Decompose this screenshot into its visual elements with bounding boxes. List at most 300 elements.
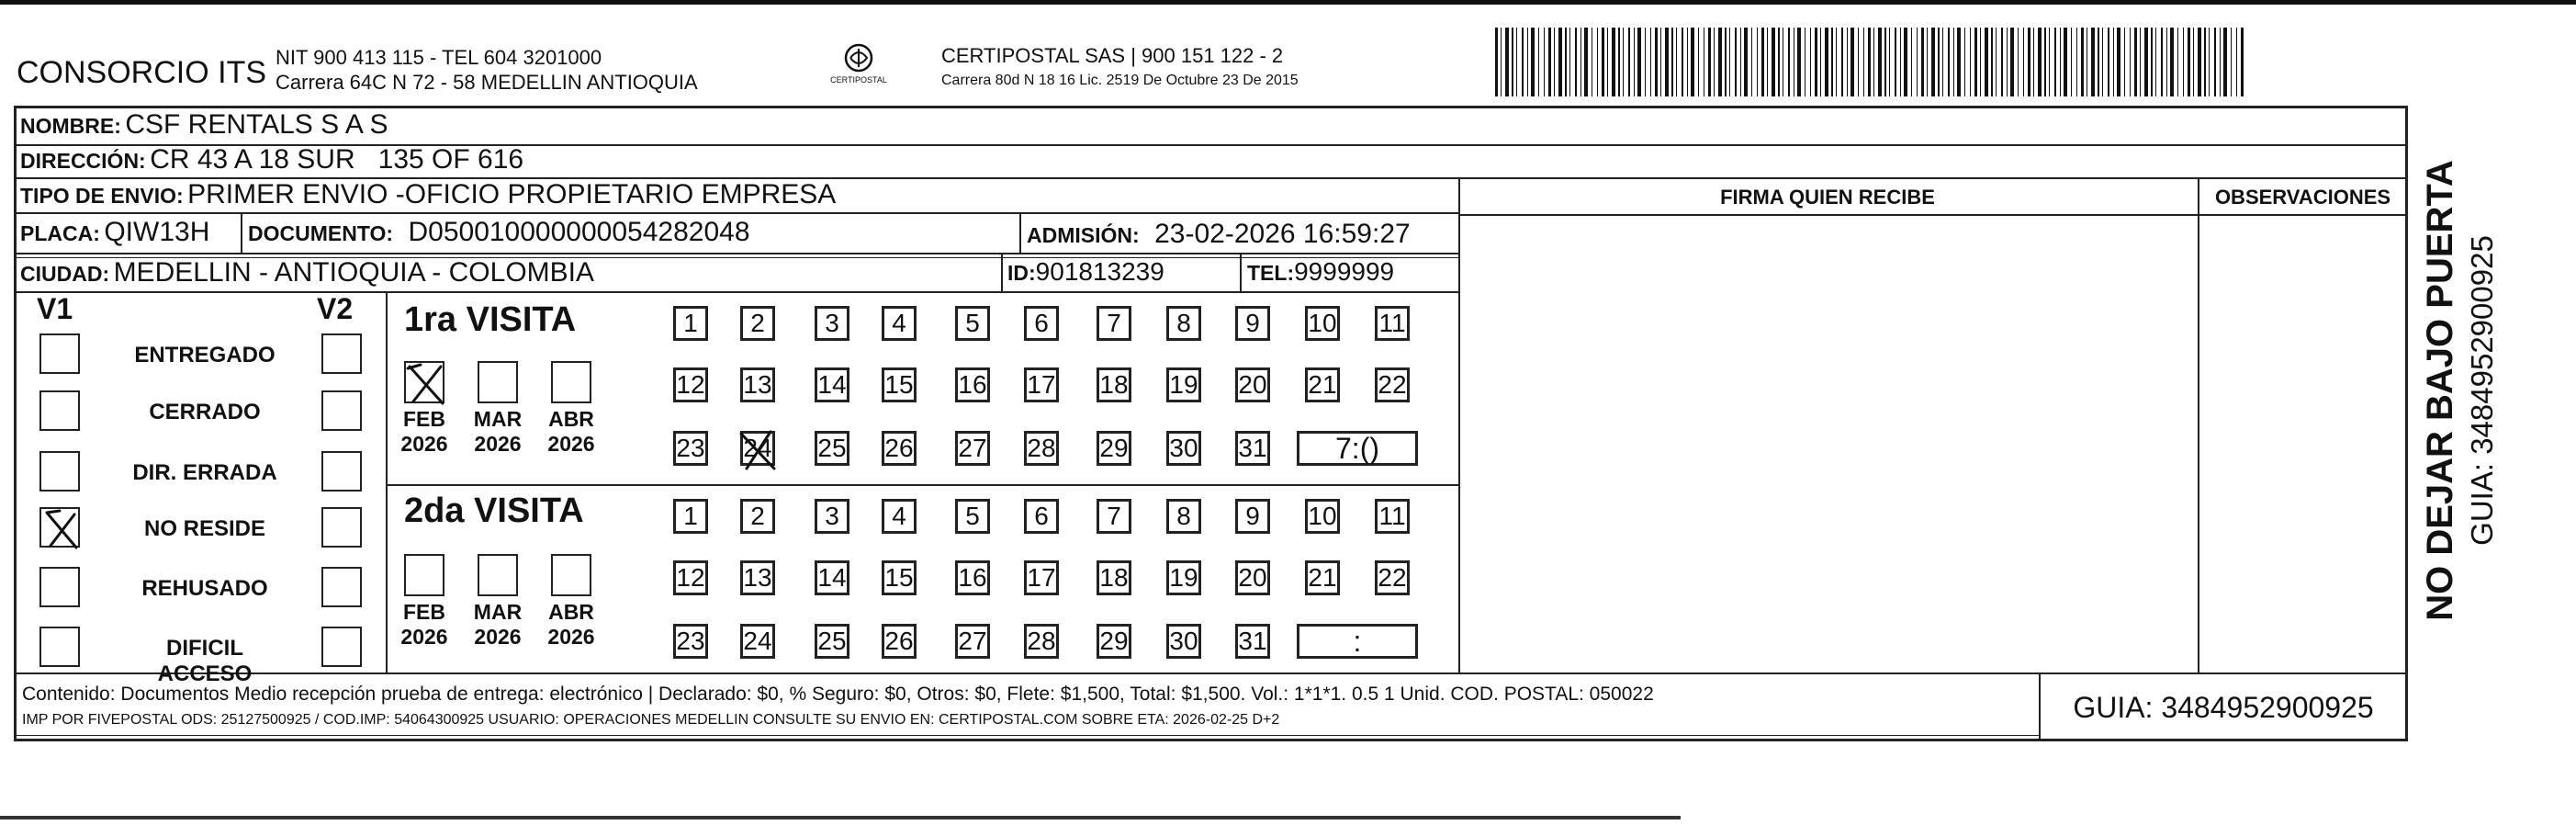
nombre-field bbox=[20, 109, 388, 141]
day-box[interactable]: 24 bbox=[740, 624, 775, 659]
day-box[interactable]: 1 bbox=[673, 306, 708, 341]
barcode-bar bbox=[2166, 28, 2167, 96]
tel-value: 9999999 bbox=[1294, 257, 1395, 286]
barcode-bar bbox=[1687, 28, 1688, 96]
admision-value: 23-02-2026 16:59:27 bbox=[1154, 219, 1411, 249]
status-v1-checkbox[interactable] bbox=[39, 390, 80, 431]
col-line-firma bbox=[1458, 177, 1460, 672]
barcode-bar bbox=[2038, 28, 2042, 96]
barcode-bar bbox=[1569, 28, 1570, 96]
day-box[interactable]: 25 bbox=[815, 624, 849, 659]
direccion-value: CR 43 A 18 SUR 135 OF 616 bbox=[150, 144, 524, 175]
barcode-bar bbox=[1714, 28, 1715, 96]
barcode-bar bbox=[1788, 28, 1790, 96]
barcode-bar bbox=[1575, 28, 1577, 96]
barcode-bar bbox=[1927, 28, 1928, 96]
barcode-bar bbox=[1868, 28, 1871, 96]
barcode-bar bbox=[1948, 28, 1950, 96]
barcode-bar bbox=[2102, 28, 2103, 96]
barcode-bar bbox=[1495, 28, 1498, 96]
day-box[interactable]: 20 bbox=[1235, 560, 1270, 595]
day-box[interactable]: 10 bbox=[1305, 499, 1340, 534]
month-label bbox=[470, 600, 525, 650]
day-box[interactable]: 8 bbox=[1166, 499, 1201, 534]
status-v1-checkbox[interactable] bbox=[39, 507, 80, 548]
barcode-bar bbox=[2064, 28, 2067, 96]
day-box[interactable]: 18 bbox=[1097, 560, 1131, 595]
placa-value: QIW13H bbox=[104, 217, 210, 247]
barcode-bar bbox=[1623, 28, 1624, 96]
barcode-bar bbox=[1729, 28, 1730, 96]
operator-license-line: Carrera 80d N 18 16 Lic. 2519 De Octubre 23 De 2015 bbox=[941, 73, 1299, 88]
day-box[interactable]: 16 bbox=[955, 367, 990, 402]
documento-value: D050010000000054282048 bbox=[408, 217, 750, 247]
barcode-bar bbox=[1691, 28, 1694, 96]
barcode-bar bbox=[1921, 28, 1924, 96]
day-box[interactable]: 30 bbox=[1166, 431, 1201, 466]
status-v2-checkbox[interactable] bbox=[321, 507, 362, 548]
day-box[interactable]: 17 bbox=[1024, 367, 1059, 402]
status-v2-checkbox[interactable] bbox=[321, 451, 362, 492]
barcode-bar bbox=[1942, 28, 1943, 96]
status-label: ENTREGADO bbox=[134, 343, 276, 367]
barcode-bar bbox=[1718, 28, 1722, 96]
barcode-bar bbox=[1751, 28, 1752, 96]
barcode-bar bbox=[1744, 28, 1748, 96]
row-line bbox=[14, 291, 1458, 293]
barcode-bar bbox=[2044, 28, 2046, 96]
barcode-bar bbox=[1810, 28, 1811, 96]
barcode-bar bbox=[1607, 28, 1608, 96]
barcode-bar bbox=[1676, 28, 1677, 96]
barcode-bar bbox=[1980, 28, 1981, 96]
barcode-bar bbox=[1964, 28, 1965, 96]
barcode-bar bbox=[2161, 28, 2163, 96]
barcode-bar bbox=[1863, 28, 1864, 96]
month-year: 2026 bbox=[547, 625, 595, 649]
barcode-bar bbox=[2060, 28, 2061, 96]
barcode-bar bbox=[1847, 28, 1848, 96]
day-box[interactable]: 6 bbox=[1024, 306, 1059, 341]
month-checkbox[interactable] bbox=[478, 361, 518, 403]
barcode-bar bbox=[1522, 28, 1524, 96]
barcode-bar bbox=[1895, 28, 1896, 96]
day-box[interactable]: 18 bbox=[1097, 367, 1131, 402]
day-box[interactable]: 31 bbox=[1235, 431, 1270, 466]
barcode-bar bbox=[1516, 28, 1517, 96]
day-box[interactable]: 25 bbox=[815, 431, 849, 466]
day-box[interactable]: 14 bbox=[815, 367, 849, 402]
top-edge-line bbox=[0, 0, 2576, 5]
day-box[interactable]: 21 bbox=[1305, 560, 1340, 595]
day-box[interactable]: 19 bbox=[1166, 367, 1201, 402]
barcode-bar bbox=[2183, 28, 2184, 96]
barcode-bar bbox=[2001, 28, 2003, 96]
month-label bbox=[544, 600, 599, 650]
status-v1-checkbox[interactable] bbox=[39, 451, 80, 492]
row-line bbox=[14, 212, 1458, 214]
status-label: CERRADO bbox=[149, 400, 261, 424]
tipo-envio-field bbox=[20, 179, 836, 210]
barcode-bar bbox=[1884, 28, 1886, 96]
barcode-bar bbox=[1957, 28, 1961, 96]
day-box[interactable]: 3 bbox=[815, 306, 849, 341]
day-box[interactable]: 12 bbox=[673, 560, 708, 595]
day-box[interactable]: 23 bbox=[673, 431, 708, 466]
barcode-bar bbox=[2007, 28, 2008, 96]
barcode-bar bbox=[2076, 28, 2077, 96]
id-label: ID: bbox=[1007, 261, 1036, 285]
barcode-bar bbox=[1931, 28, 1935, 96]
firma-header: FIRMA QUIEN RECIBE bbox=[1720, 186, 1935, 209]
handwritten-x-mark bbox=[41, 509, 82, 549]
tel-field bbox=[1247, 257, 1394, 287]
barcode-bar bbox=[1698, 28, 1699, 96]
barcode-bar bbox=[1797, 28, 1801, 96]
barcode-bar bbox=[2220, 28, 2221, 96]
footer-guia: GUIA: 3484952900925 bbox=[2073, 691, 2374, 724]
barcode-bar bbox=[1580, 28, 1581, 96]
contenido-line: Contenido: Documentos Medio recepción prueba de entrega: electrónico | Declarado: $0, % Seguro: $0, Otros: $0, Flete: $1,500, Total: $1,500. Vol.: 1*1*1. 0.5 1 Unid. COD. POSTAL: 050022 bbox=[22, 684, 1654, 705]
day-box[interactable]: 17 bbox=[1024, 560, 1059, 595]
imp-line: IMP POR FIVEPOSTAL ODS: 25127500925 / COD.IMP: 54064300925 USUARIO: OPERACIONES MEDELLIN CONSULTE SU ENVIO EN: CERTIPOSTAL.COM SOBRE ETA: 2026-02-25 D+2 bbox=[22, 712, 1280, 728]
barcode-bar bbox=[1637, 28, 1641, 96]
barcode-bar bbox=[1740, 28, 1741, 96]
barcode-bar bbox=[1544, 28, 1545, 96]
day-box[interactable]: 11 bbox=[1375, 499, 1410, 534]
day-box[interactable]: 6 bbox=[1024, 499, 1059, 534]
barcode-bar bbox=[1831, 28, 1833, 96]
time-box[interactable]: 7:() bbox=[1297, 431, 1418, 466]
barcode-bar bbox=[2177, 28, 2178, 96]
barcode-bar bbox=[1836, 28, 1837, 96]
day-box[interactable]: 3 bbox=[815, 499, 849, 534]
day-box[interactable]: 30 bbox=[1166, 624, 1201, 659]
barcode-bar bbox=[1841, 28, 1843, 96]
day-box[interactable]: 5 bbox=[955, 499, 990, 534]
month-year: 2026 bbox=[474, 625, 522, 649]
month-checkbox[interactable] bbox=[551, 361, 591, 403]
barcode-bar bbox=[2033, 28, 2034, 96]
barcode-bar bbox=[1985, 28, 1988, 96]
ciudad-value: MEDELLIN - ANTIOQUIA - COLOMBIA bbox=[113, 257, 594, 288]
day-box[interactable]: 15 bbox=[882, 367, 917, 402]
barcode-bar bbox=[2193, 28, 2194, 96]
day-box[interactable]: 27 bbox=[955, 431, 990, 466]
barcode-bar bbox=[2204, 28, 2206, 96]
day-box[interactable]: 29 bbox=[1097, 431, 1131, 466]
day-box[interactable]: 28 bbox=[1024, 624, 1059, 659]
barcode-bar bbox=[2113, 28, 2114, 96]
barcode-bar bbox=[1602, 28, 1604, 96]
barcode-bar bbox=[2214, 28, 2216, 96]
barcode-bar bbox=[1974, 28, 1977, 96]
barcode-bar bbox=[1953, 28, 1954, 96]
col-line-admision bbox=[1019, 212, 1021, 253]
month-name: ABR bbox=[548, 600, 594, 624]
barcode-bar bbox=[2108, 28, 2109, 96]
operator-line: CERTIPOSTAL SAS | 900 151 122 - 2 bbox=[941, 44, 1284, 67]
barcode-bar bbox=[1815, 28, 1817, 96]
day-box[interactable]: 7 bbox=[1097, 306, 1131, 341]
month-year: 2026 bbox=[547, 432, 595, 456]
day-box[interactable]: 2 bbox=[740, 306, 775, 341]
barcode-bar bbox=[1889, 28, 1890, 96]
status-v1-checkbox[interactable] bbox=[39, 567, 80, 607]
bottom-edge-line bbox=[0, 816, 1681, 819]
month-checkbox[interactable] bbox=[404, 361, 444, 403]
month-label bbox=[470, 407, 525, 457]
month-year: 2026 bbox=[400, 625, 448, 649]
barcode-bar bbox=[1970, 28, 1971, 96]
nombre-label: NOMBRE: bbox=[20, 114, 121, 138]
barcode-bar bbox=[1938, 28, 1940, 96]
day-box[interactable]: 1 bbox=[673, 499, 708, 534]
visit1-title: 1ra VISITA bbox=[404, 300, 577, 339]
placa-label: PLACA: bbox=[20, 221, 100, 245]
id-field bbox=[1007, 257, 1164, 287]
day-box[interactable]: 2 bbox=[740, 499, 775, 534]
barcode-bar bbox=[2028, 28, 2030, 96]
tel-label: TEL: bbox=[1247, 261, 1295, 285]
barcode-bar bbox=[1501, 28, 1502, 96]
barcode-bar bbox=[1682, 28, 1683, 96]
barcode-bar bbox=[1584, 28, 1588, 96]
barcode-bar bbox=[1527, 28, 1528, 96]
barcode-bar bbox=[1634, 28, 1635, 96]
barcode-bar bbox=[1671, 28, 1673, 96]
barcode-bar bbox=[1917, 28, 1918, 96]
barcode-bar bbox=[1531, 28, 1535, 96]
v2-header: V2 bbox=[317, 292, 354, 325]
barcode-bar bbox=[2054, 28, 2056, 96]
barcode-bar bbox=[1558, 28, 1562, 96]
day-box[interactable]: 28 bbox=[1024, 431, 1059, 466]
month-label bbox=[397, 600, 452, 650]
status-label: NO RESIDE bbox=[143, 516, 266, 541]
footer-line bbox=[14, 672, 2408, 674]
barcode-bar bbox=[2049, 28, 2050, 96]
barcode-bar bbox=[1505, 28, 1509, 96]
status-v2-checkbox[interactable] bbox=[321, 333, 362, 374]
status-label: REHUSADO bbox=[141, 576, 268, 601]
handwritten-x-mark bbox=[736, 428, 780, 472]
barcode-bar bbox=[2223, 28, 2227, 96]
day-box[interactable]: 31 bbox=[1235, 624, 1270, 659]
barcode-bar bbox=[2010, 28, 2014, 96]
logo-text: CERTIPOSTAL bbox=[830, 75, 887, 85]
month-name: MAR bbox=[473, 600, 523, 624]
day-box[interactable]: 4 bbox=[882, 499, 917, 534]
day-box[interactable]: 22 bbox=[1375, 367, 1410, 402]
placa-field bbox=[20, 217, 209, 248]
month-label bbox=[397, 407, 452, 457]
month-checkbox[interactable] bbox=[404, 554, 444, 596]
barcode-bar bbox=[1772, 28, 1775, 96]
day-box[interactable]: 12 bbox=[673, 367, 708, 402]
month-name: FEB bbox=[403, 407, 445, 431]
barcode-bar bbox=[2241, 28, 2244, 96]
status-v1-checkbox[interactable] bbox=[39, 627, 80, 667]
direccion-field bbox=[20, 144, 523, 175]
barcode-bar bbox=[1628, 28, 1630, 96]
barcode-bar bbox=[1565, 28, 1567, 96]
company-name: CONSORCIO ITS bbox=[17, 55, 267, 90]
month-checkbox[interactable] bbox=[478, 554, 518, 596]
month-name: FEB bbox=[403, 600, 445, 624]
admision-field bbox=[1027, 219, 1411, 250]
barcode-bar bbox=[1725, 28, 1727, 96]
barcode-bar bbox=[2091, 28, 2095, 96]
barcode-bar bbox=[1538, 28, 1539, 96]
barcode-bar bbox=[1991, 28, 1993, 96]
company-address-line: Carrera 64C N 72 - 58 MEDELLIN ANTIOQUIA bbox=[276, 71, 698, 94]
barcode-bar bbox=[2130, 28, 2131, 96]
barcode-bar bbox=[1612, 28, 1615, 96]
day-box[interactable]: 20 bbox=[1235, 367, 1270, 402]
barcode-bar bbox=[1873, 28, 1874, 96]
day-box[interactable]: 14 bbox=[815, 560, 849, 595]
barcode-bar bbox=[1650, 28, 1651, 96]
barcode-bar bbox=[2124, 28, 2125, 96]
month-year: 2026 bbox=[474, 432, 522, 456]
footer-sub-line bbox=[14, 735, 2039, 736]
barcode-bar bbox=[1996, 28, 1997, 96]
barcode-bar bbox=[2098, 28, 2099, 96]
status-v2-checkbox[interactable] bbox=[321, 390, 362, 431]
direccion-label: DIRECCIÓN: bbox=[20, 149, 146, 173]
barcode-bar bbox=[1911, 28, 1912, 96]
col-line-tel bbox=[1240, 253, 1242, 291]
visit-divider bbox=[386, 484, 1458, 486]
barcode-bar bbox=[1825, 28, 1828, 96]
barcode-bar bbox=[1708, 28, 1711, 96]
barcode-bar bbox=[2023, 28, 2024, 96]
status-label: DIR. ERRADA bbox=[132, 460, 277, 485]
day-box[interactable]: 21 bbox=[1305, 367, 1340, 402]
day-box[interactable]: 8 bbox=[1166, 306, 1201, 341]
barcode-bar bbox=[1512, 28, 1513, 96]
side-warning: NO DEJAR BAJO PUERTA bbox=[2420, 160, 2460, 621]
day-box[interactable]: 26 bbox=[882, 624, 917, 659]
barcode-bar bbox=[2170, 28, 2174, 96]
status-label: DIFICIL ACCESO bbox=[157, 636, 253, 686]
time-box[interactable]: : bbox=[1297, 624, 1418, 659]
day-box[interactable]: 9 bbox=[1235, 499, 1270, 534]
day-box[interactable]: 26 bbox=[882, 431, 917, 466]
day-box[interactable]: 24 bbox=[740, 431, 775, 466]
side-guia: GUIA: 3484952900925 bbox=[2465, 235, 2499, 546]
barcode-bar bbox=[1767, 28, 1768, 96]
row-line bbox=[14, 253, 1458, 254]
barcode-bar bbox=[2188, 28, 2190, 96]
ciudad-label: CIUDAD: bbox=[20, 262, 110, 286]
status-v2-checkbox[interactable] bbox=[321, 627, 362, 667]
barcode-bar bbox=[1850, 28, 1854, 96]
barcode-bar bbox=[2209, 28, 2210, 96]
barcode-bar bbox=[2140, 28, 2141, 96]
day-box[interactable]: 13 bbox=[740, 560, 775, 595]
tipo-envio-label: TIPO DE ENVIO: bbox=[20, 184, 184, 208]
documento-field bbox=[248, 217, 750, 248]
certipostal-logo bbox=[817, 41, 900, 96]
status-v2-checkbox[interactable] bbox=[321, 567, 362, 607]
barcode-bar bbox=[1904, 28, 1907, 96]
month-label bbox=[544, 407, 599, 457]
barcode-bar bbox=[2231, 28, 2232, 96]
month-name: MAR bbox=[473, 407, 523, 431]
observaciones-header: OBSERVACIONES bbox=[2214, 186, 2391, 209]
barcode-bar bbox=[1735, 28, 1737, 96]
tipo-envio-value: PRIMER ENVIO -OFICIO PROPIETARIO EMPRESA bbox=[187, 179, 837, 209]
id-value: 901813239 bbox=[1035, 257, 1164, 286]
day-box[interactable]: 29 bbox=[1097, 624, 1131, 659]
documento-label: DOCUMENTO: bbox=[248, 221, 394, 245]
admision-label: ADMISIÓN: bbox=[1027, 223, 1140, 247]
day-box[interactable]: 11 bbox=[1375, 306, 1410, 341]
barcode-bar bbox=[1820, 28, 1821, 96]
month-checkbox[interactable] bbox=[551, 554, 591, 596]
barcode-bar bbox=[2198, 28, 2201, 96]
barcode-bar bbox=[2081, 28, 2084, 96]
barcode-bar bbox=[1660, 28, 1661, 96]
day-box[interactable]: 5 bbox=[955, 306, 990, 341]
day-box[interactable]: 19 bbox=[1166, 560, 1201, 595]
barcode-bar bbox=[2018, 28, 2019, 96]
sig-header-line bbox=[1458, 214, 2408, 216]
ciudad-field bbox=[20, 257, 594, 288]
barcode-bar bbox=[1778, 28, 1780, 96]
barcode-bar bbox=[1548, 28, 1551, 96]
nombre-value: CSF RENTALS S A S bbox=[125, 109, 388, 140]
day-box[interactable]: 22 bbox=[1375, 560, 1410, 595]
col-line-visits bbox=[386, 291, 388, 672]
barcode-bar bbox=[1757, 28, 1758, 96]
barcode-bar bbox=[1665, 28, 1669, 96]
day-box[interactable]: 23 bbox=[673, 624, 708, 659]
barcode-bar bbox=[1618, 28, 1620, 96]
company-nit-line: NIT 900 413 115 - TEL 604 3201000 bbox=[276, 46, 602, 69]
day-box[interactable]: 7 bbox=[1097, 499, 1131, 534]
barcode-bar bbox=[1554, 28, 1555, 96]
day-box[interactable]: 9 bbox=[1235, 306, 1270, 341]
col-line-placa bbox=[241, 212, 242, 253]
day-box[interactable]: 27 bbox=[955, 624, 990, 659]
day-box[interactable]: 13 bbox=[740, 367, 775, 402]
handwritten-x-mark bbox=[406, 363, 446, 405]
barcode-bar bbox=[1597, 28, 1598, 96]
day-box[interactable]: 10 bbox=[1305, 306, 1340, 341]
status-v1-checkbox[interactable] bbox=[39, 333, 80, 374]
day-box[interactable]: 15 bbox=[882, 560, 917, 595]
barcode-bar bbox=[1858, 28, 1859, 96]
barcode-bar bbox=[2117, 28, 2120, 96]
visit2-title: 2da VISITA bbox=[404, 492, 584, 530]
barcode-bar bbox=[2151, 28, 2153, 96]
day-box[interactable]: 16 bbox=[955, 560, 990, 595]
day-box[interactable]: 4 bbox=[882, 306, 917, 341]
barcode-bar bbox=[2144, 28, 2148, 96]
month-name: ABR bbox=[548, 407, 594, 431]
barcode-bar bbox=[2134, 28, 2137, 96]
col-line-obs bbox=[2198, 177, 2199, 672]
barcode-bar bbox=[2236, 28, 2237, 96]
barcode bbox=[1495, 28, 2248, 96]
barcode-bar bbox=[1761, 28, 1764, 96]
barcode-bar bbox=[2071, 28, 2072, 96]
v1-header: V1 bbox=[37, 292, 73, 325]
barcode-bar bbox=[1878, 28, 1882, 96]
